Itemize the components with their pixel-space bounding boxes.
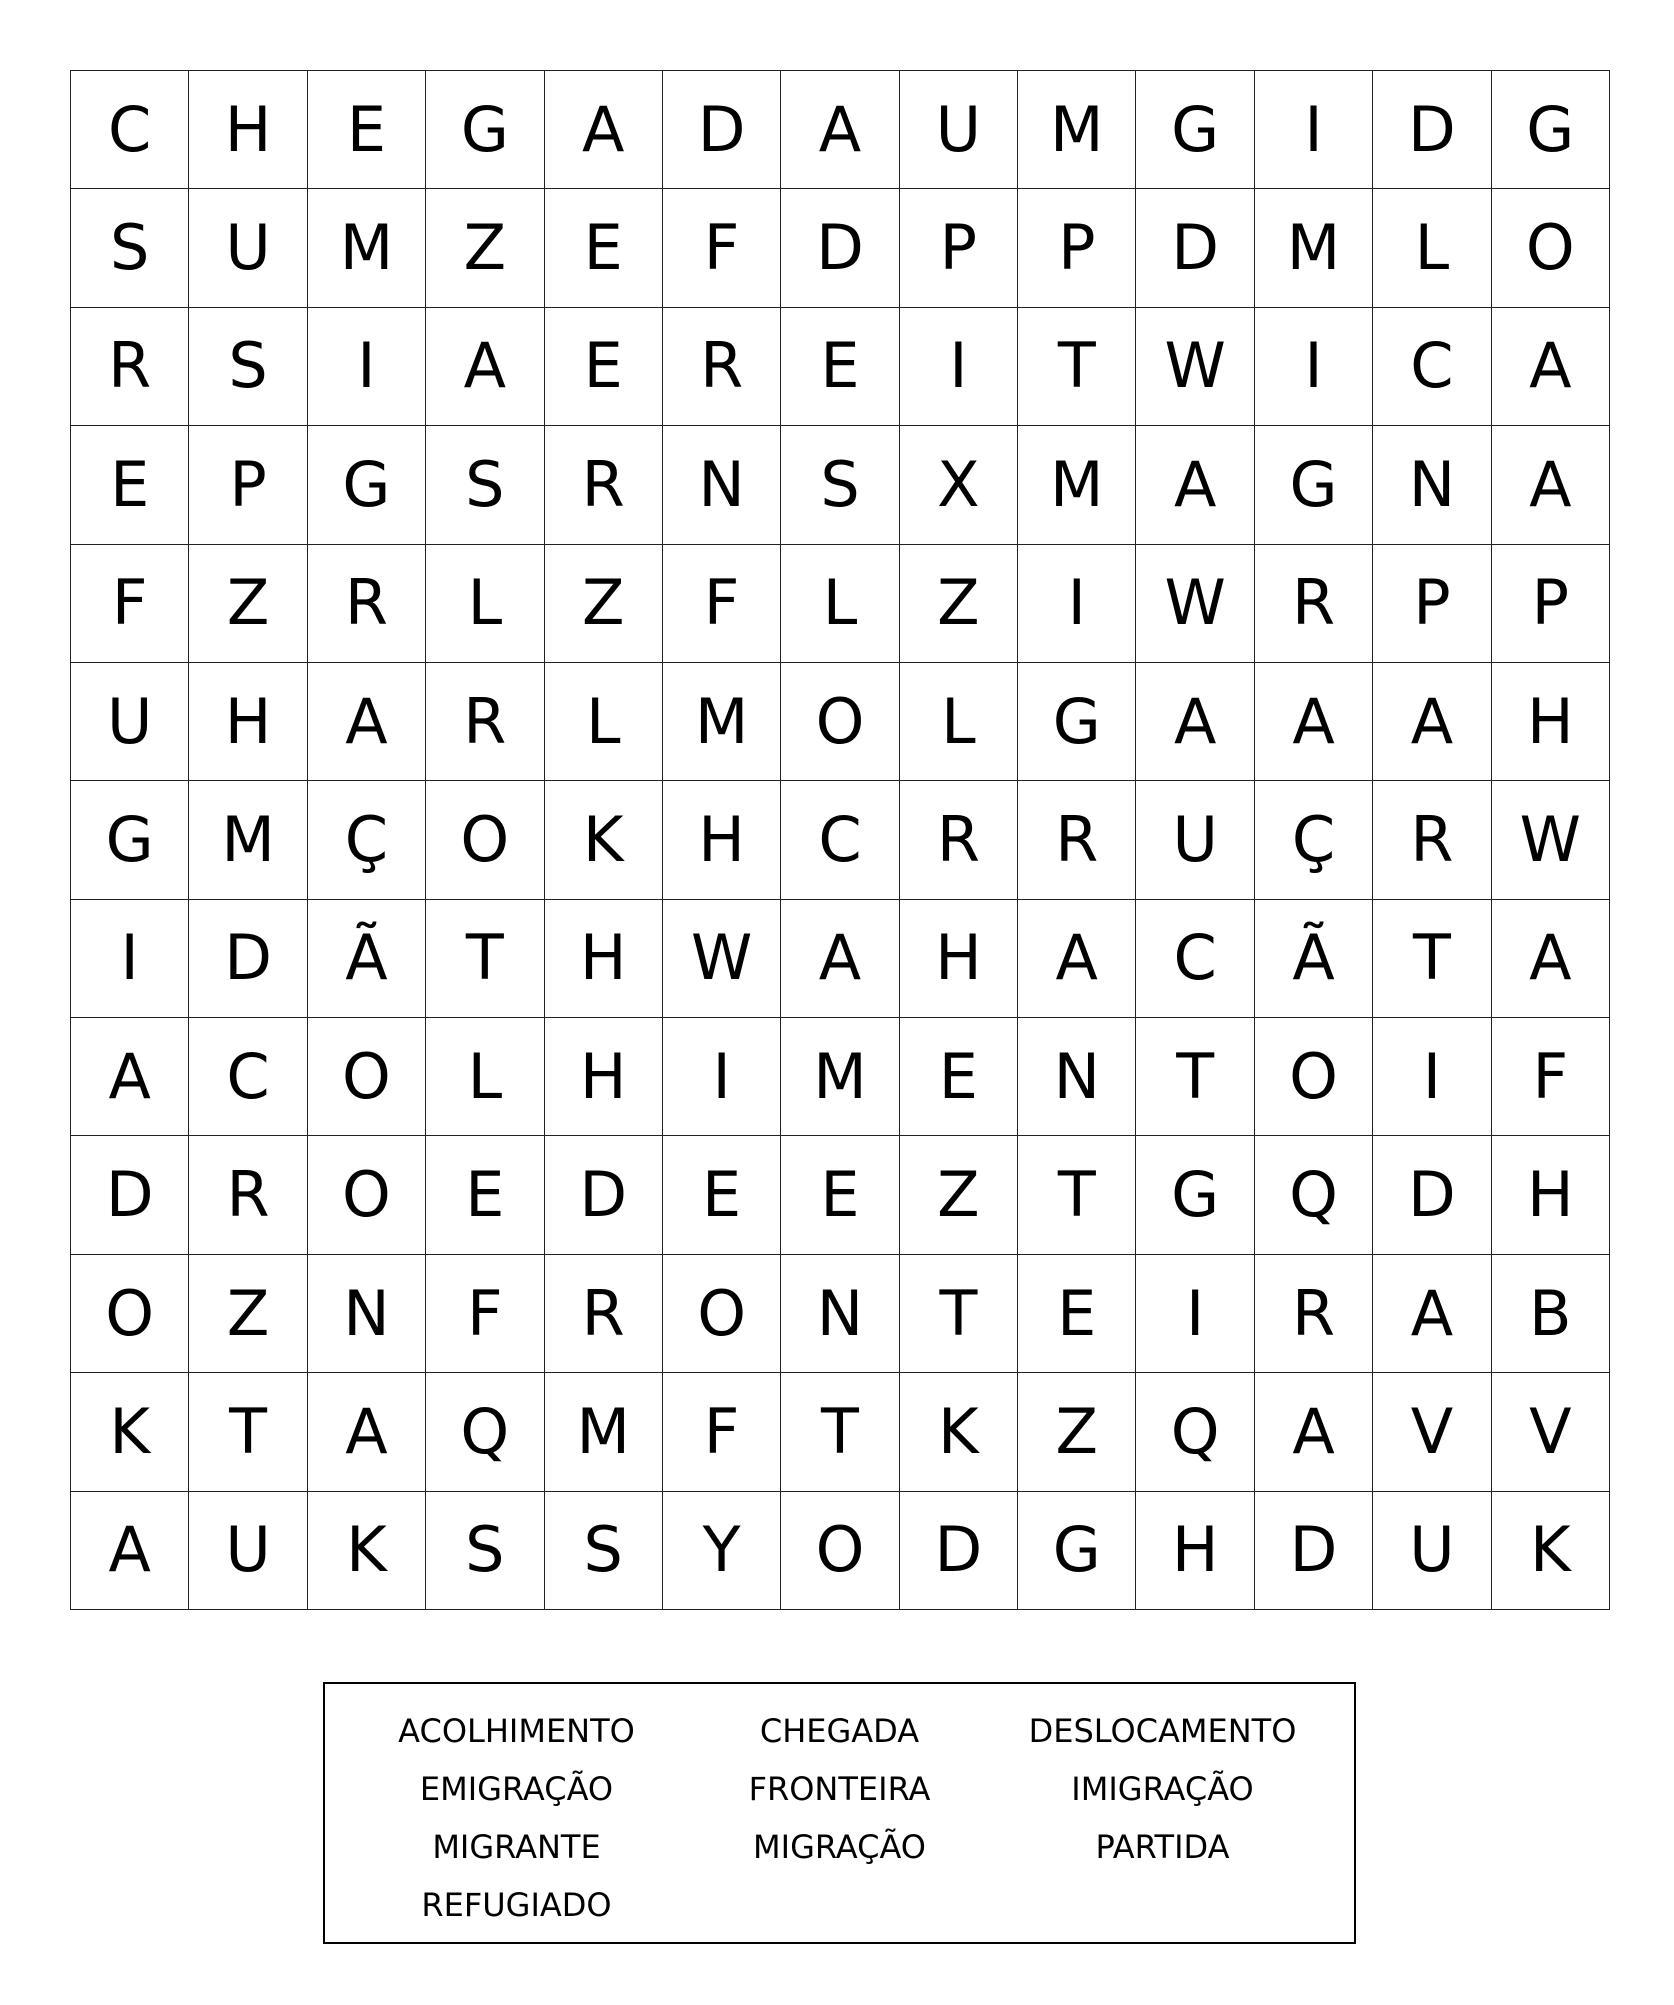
grid-cell[interactable]: I [1136, 1255, 1254, 1373]
grid-cell[interactable]: M [1018, 71, 1136, 189]
grid-cell[interactable]: A [1373, 663, 1491, 781]
grid-cell[interactable]: G [426, 71, 544, 189]
grid-cell[interactable]: Q [1136, 1373, 1254, 1491]
grid-cell[interactable]: T [900, 1255, 1018, 1373]
grid-cell[interactable]: Q [426, 1373, 544, 1491]
grid-cell[interactable]: R [189, 1136, 307, 1254]
grid-cell[interactable]: I [663, 1018, 781, 1136]
grid-cell[interactable]: O [1492, 189, 1610, 307]
grid-cell[interactable]: D [545, 1136, 663, 1254]
grid-cell[interactable]: A [781, 71, 899, 189]
grid-cell[interactable]: F [663, 1373, 781, 1491]
grid-cell[interactable]: F [663, 545, 781, 663]
grid-cell[interactable]: S [781, 426, 899, 544]
grid-cell[interactable]: I [1255, 308, 1373, 426]
grid-cell[interactable]: P [1492, 545, 1610, 663]
grid-cell[interactable]: E [900, 1018, 1018, 1136]
grid-cell[interactable]: Z [545, 545, 663, 663]
grid-cell[interactable]: A [1018, 900, 1136, 1018]
grid-cell[interactable]: T [781, 1373, 899, 1491]
grid-cell[interactable]: K [1492, 1492, 1610, 1610]
grid-cell[interactable]: N [1018, 1018, 1136, 1136]
grid-cell[interactable]: R [308, 545, 426, 663]
grid-cell[interactable]: O [71, 1255, 189, 1373]
grid-cell[interactable]: D [189, 900, 307, 1018]
word-list-item: FRONTEIRA [748, 1770, 931, 1808]
grid-cell[interactable]: A [426, 308, 544, 426]
grid-cell[interactable]: W [663, 900, 781, 1018]
grid-cell[interactable]: C [1136, 900, 1254, 1018]
grid-cell[interactable]: T [1018, 308, 1136, 426]
grid-cell[interactable]: K [308, 1492, 426, 1610]
grid-cell[interactable]: G [1255, 426, 1373, 544]
word-search-grid [70, 70, 1610, 1610]
grid-cell[interactable]: U [900, 71, 1018, 189]
grid-cell[interactable]: E [1018, 1255, 1136, 1373]
grid-cell[interactable]: R [426, 663, 544, 781]
grid-cell[interactable]: A [1255, 663, 1373, 781]
grid-cell[interactable]: P [900, 189, 1018, 307]
word-list-item: ACOLHIMENTO [398, 1712, 635, 1750]
grid-cell[interactable]: D [1373, 71, 1491, 189]
grid-cell[interactable]: Q [1255, 1136, 1373, 1254]
grid-cell[interactable]: P [1018, 189, 1136, 307]
grid-cell[interactable]: O [426, 781, 544, 899]
grid-cell[interactable]: Z [189, 1255, 307, 1373]
grid-cell[interactable]: Z [1018, 1373, 1136, 1491]
grid-cell[interactable]: U [1373, 1492, 1491, 1610]
grid-cell[interactable]: F [426, 1255, 544, 1373]
grid-cell[interactable]: K [900, 1373, 1018, 1491]
grid-cell[interactable]: K [71, 1373, 189, 1491]
grid-cell[interactable]: O [308, 1018, 426, 1136]
grid-cell[interactable]: G [1136, 1136, 1254, 1254]
grid-cell[interactable]: K [545, 781, 663, 899]
grid-cell[interactable]: V [1373, 1373, 1491, 1491]
grid-cell[interactable]: M [308, 189, 426, 307]
grid-cell[interactable]: U [189, 189, 307, 307]
grid-cell[interactable]: Ã [1255, 900, 1373, 1018]
grid-cell[interactable]: F [1492, 1018, 1610, 1136]
grid-cell[interactable]: G [1136, 71, 1254, 189]
grid-cell[interactable]: N [308, 1255, 426, 1373]
grid-cell[interactable]: R [900, 781, 1018, 899]
grid-cell[interactable]: A [1136, 663, 1254, 781]
grid-cell[interactable]: H [663, 781, 781, 899]
grid-cell[interactable]: M [1255, 189, 1373, 307]
grid-cell[interactable]: U [1136, 781, 1254, 899]
grid-cell[interactable]: L [900, 663, 1018, 781]
grid-cell[interactable]: E [781, 1136, 899, 1254]
grid-cell[interactable]: E [663, 1136, 781, 1254]
grid-cell[interactable]: N [663, 426, 781, 544]
grid-cell[interactable]: F [71, 545, 189, 663]
grid-cell[interactable]: G [1492, 71, 1610, 189]
grid-cell[interactable]: M [663, 663, 781, 781]
grid-cell[interactable]: O [781, 1492, 899, 1610]
grid-cell[interactable]: S [189, 308, 307, 426]
grid-cell[interactable]: I [71, 900, 189, 1018]
grid-cell[interactable]: A [308, 1373, 426, 1491]
grid-cell[interactable]: Z [189, 545, 307, 663]
grid-cell[interactable]: E [781, 308, 899, 426]
grid-cell[interactable]: A [545, 71, 663, 189]
grid-cell[interactable]: Z [900, 545, 1018, 663]
grid-cell[interactable]: S [71, 189, 189, 307]
grid-cell[interactable]: A [71, 1018, 189, 1136]
word-list-item: DESLOCAMENTO [1028, 1712, 1297, 1750]
grid-cell[interactable]: A [1492, 308, 1610, 426]
grid-cell[interactable]: P [189, 426, 307, 544]
grid-cell[interactable]: E [426, 1136, 544, 1254]
grid-cell[interactable]: F [663, 189, 781, 307]
grid-cell[interactable]: M [189, 781, 307, 899]
grid-cell[interactable]: R [1255, 1255, 1373, 1373]
grid-cell[interactable]: Ç [1255, 781, 1373, 899]
grid-cell[interactable]: H [900, 900, 1018, 1018]
word-list-item: IMIGRAÇÃO [1071, 1770, 1254, 1808]
grid-cell[interactable]: G [71, 781, 189, 899]
grid-cell[interactable]: H [1492, 663, 1610, 781]
grid-cell[interactable]: O [781, 663, 899, 781]
word-list-column [355, 1702, 678, 1942]
grid-cell[interactable]: M [781, 1018, 899, 1136]
grid-cell[interactable]: A [1492, 900, 1610, 1018]
grid-cell[interactable]: D [781, 189, 899, 307]
grid-cell[interactable]: Z [426, 189, 544, 307]
grid-cell[interactable]: R [1255, 545, 1373, 663]
grid-cell[interactable]: O [308, 1136, 426, 1254]
grid-cell[interactable]: D [1136, 189, 1254, 307]
grid-cell[interactable]: W [1136, 308, 1254, 426]
grid-cell[interactable]: Ç [308, 781, 426, 899]
word-list-item: CHEGADA [759, 1712, 920, 1750]
grid-cell[interactable]: H [1492, 1136, 1610, 1254]
grid-cell[interactable]: H [189, 71, 307, 189]
word-list-column [678, 1702, 1001, 1942]
grid-cell[interactable]: E [71, 426, 189, 544]
grid-cell[interactable]: D [663, 71, 781, 189]
grid-cell[interactable]: R [1018, 781, 1136, 899]
grid-cell[interactable]: B [1492, 1255, 1610, 1373]
grid-cell[interactable]: E [545, 189, 663, 307]
grid-cell[interactable]: A [308, 663, 426, 781]
grid-cell[interactable]: L [426, 545, 544, 663]
grid-cell[interactable]: G [308, 426, 426, 544]
grid-cell[interactable]: R [71, 308, 189, 426]
grid-cell[interactable]: A [1255, 1373, 1373, 1491]
grid-cell[interactable]: D [1255, 1492, 1373, 1610]
grid-cell[interactable]: V [1492, 1373, 1610, 1491]
grid-cell[interactable]: A [1136, 426, 1254, 544]
grid-cell[interactable]: U [189, 1492, 307, 1610]
grid-cell[interactable]: T [1373, 900, 1491, 1018]
grid-cell[interactable]: Y [663, 1492, 781, 1610]
grid-cell[interactable]: H [1136, 1492, 1254, 1610]
grid-cell[interactable]: D [1373, 1136, 1491, 1254]
grid-cell[interactable]: R [545, 1255, 663, 1373]
grid-cell[interactable]: R [1373, 781, 1491, 899]
grid-cell[interactable]: S [426, 426, 544, 544]
grid-cell[interactable]: H [189, 663, 307, 781]
grid-cell[interactable]: I [1373, 1018, 1491, 1136]
grid-cell[interactable]: E [545, 308, 663, 426]
grid-cell[interactable]: M [1018, 426, 1136, 544]
grid-cell[interactable]: P [1373, 545, 1491, 663]
grid-cell[interactable]: Ã [308, 900, 426, 1018]
grid-cell[interactable]: R [545, 426, 663, 544]
grid-cell[interactable]: L [781, 545, 899, 663]
grid-cell[interactable]: H [545, 1018, 663, 1136]
grid-cell[interactable]: A [781, 900, 899, 1018]
word-list-column [1001, 1702, 1324, 1942]
grid-cell[interactable]: L [545, 663, 663, 781]
word-list-item: EMIGRAÇÃO [419, 1770, 614, 1808]
grid-cell[interactable]: N [781, 1255, 899, 1373]
grid-cell[interactable]: E [308, 71, 426, 189]
grid-cell[interactable]: N [1373, 426, 1491, 544]
grid-cell[interactable]: U [71, 663, 189, 781]
word-list-item: PARTIDA [1095, 1828, 1230, 1866]
word-list-item: MIGRANTE [432, 1828, 601, 1866]
grid-cell[interactable]: T [426, 900, 544, 1018]
grid-cell[interactable]: L [1373, 189, 1491, 307]
grid-cell[interactable]: O [1255, 1018, 1373, 1136]
grid-cell[interactable]: X [900, 426, 1018, 544]
grid-cell[interactable]: T [189, 1373, 307, 1491]
grid-cell[interactable]: T [1136, 1018, 1254, 1136]
grid-cell[interactable]: S [545, 1492, 663, 1610]
grid-cell[interactable]: C [781, 781, 899, 899]
grid-cell[interactable]: I [900, 308, 1018, 426]
grid-cell[interactable]: C [71, 71, 189, 189]
word-list-item: REFUGIADO [421, 1886, 612, 1924]
grid-cell[interactable]: G [1018, 1492, 1136, 1610]
grid-cell[interactable]: O [663, 1255, 781, 1373]
grid-cell[interactable]: R [663, 308, 781, 426]
grid-cell[interactable]: A [1492, 426, 1610, 544]
word-list-box [323, 1682, 1356, 1944]
grid-cell[interactable]: I [1018, 545, 1136, 663]
word-list-item: MIGRAÇÃO [753, 1828, 926, 1866]
grid-cell[interactable]: D [71, 1136, 189, 1254]
grid-cell[interactable]: C [189, 1018, 307, 1136]
grid-cell[interactable]: A [1373, 1255, 1491, 1373]
grid-cell[interactable]: C [1373, 308, 1491, 426]
grid-cell[interactable]: W [1136, 545, 1254, 663]
grid-cell[interactable]: Z [900, 1136, 1018, 1254]
grid-cell[interactable]: M [545, 1373, 663, 1491]
grid-cell[interactable]: I [1255, 71, 1373, 189]
grid-cell[interactable]: T [1018, 1136, 1136, 1254]
grid-cell[interactable]: G [1018, 663, 1136, 781]
grid-cell[interactable]: L [426, 1018, 544, 1136]
grid-cell[interactable]: D [900, 1492, 1018, 1610]
grid-cell[interactable]: S [426, 1492, 544, 1610]
grid-cell[interactable]: A [71, 1492, 189, 1610]
grid-cell[interactable]: H [545, 900, 663, 1018]
grid-cell[interactable]: W [1492, 781, 1610, 899]
grid-cell[interactable]: I [308, 308, 426, 426]
